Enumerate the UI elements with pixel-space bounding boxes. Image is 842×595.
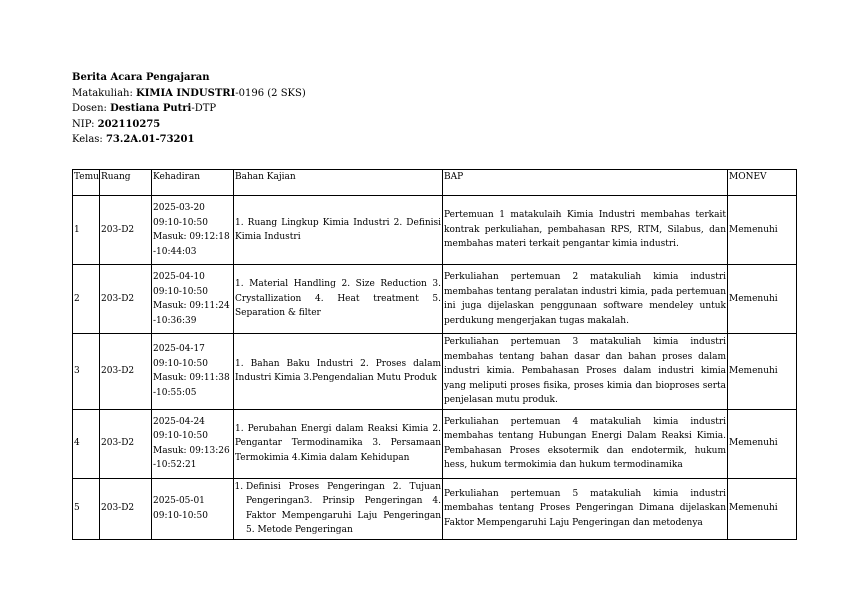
monev-cell: Memenuhi [728,334,797,410]
bahan-kajian-cell: 1. Material Handling 2. Size Reduction 3. Crystallization 4. Heat treatment 5. Separation & filter [234,265,443,334]
monev-cell: Memenuhi [728,196,797,265]
dosen-line: Dosen: Destiana Putri-DTP [72,103,217,114]
ruang-cell: 203-D2 [100,478,152,539]
class-value: 73.2A.01-73201 [105,134,195,145]
bahan-kajian-cell: 1. Ruang Lingkup Kimia Industri 2. Definisi Kimia Industri [234,196,443,265]
bap-cell: Perkuliahan pertemuan 4 matakuliah kimia industri membahas tentang Hubungan Energi Dalam Reaksi Kimia. Pembahasan Proses eksotermik dan endotermik, hukum hess, hukum termokimia dan hukum termodinamika [443,409,728,478]
bap-cell: Perkuliahan pertemuan 2 matakuliah kimia industri membahas tentang peralatan industri kimia, pada pertemuan ini juga dijelaskan penggunaan software mendeley untuk perdukung mengerjakan tugas makalah. [443,265,728,334]
temu-cell: 2 [73,265,100,334]
table-row [73,334,797,410]
bahan-kajian-list [235,480,441,538]
bap-cell: Pertemuan 1 matakulaih Kimia Industri membahas terkait kontrak perkuliahan, pembahasan RPS, RTM, Silabus, dan membahas materi terkait pengantar kimia industri. [443,196,728,265]
document-header [72,70,306,148]
lecturer-name: Destiana Putri [110,103,192,114]
kehadiran-cell: 2025-05-01 09:10-10:50 [152,478,234,539]
temu-cell: 5 [73,478,100,539]
col-header-temu: Temu [73,170,100,196]
ruang-cell: 203-D2 [100,334,152,410]
monev-cell: Memenuhi [728,409,797,478]
attendance-table [72,169,797,540]
table-row [73,409,797,478]
kehadiran-cell: 2025-04-24 09:10-10:50 Masuk: 09:13:26 -10:52:21 [152,409,234,478]
ruang-cell: 203-D2 [100,196,152,265]
ruang-cell: 203-D2 [100,265,152,334]
matakuliah-line: Matakuliah: KIMIA INDUSTRI-0196 (2 SKS) [72,87,306,99]
kehadiran-cell: 2025-03-20 09:10-10:50 Masuk: 09:12:18 -10:44:03 [152,196,234,265]
col-header-ruang: Ruang [100,170,152,196]
nip-line: NIP: 202110275 [72,118,161,130]
monev-cell: Memenuhi [728,265,797,334]
document-title: Berita Acara Pengajaran [72,72,210,83]
kehadiran-cell: 2025-04-17 09:10-10:50 Masuk: 09:11:38 -10:55:05 [152,334,234,410]
table-header-row [73,170,797,196]
course-name: KIMIA INDUSTRI [136,87,236,99]
bahan-kajian-cell: 1. Perubahan Energi dalam Reaksi Kimia 2. Pengantar Termodinamika 3. Persamaan Termokimia 4.Kimia dalam Kehidupan [234,409,443,478]
table-row [73,196,797,265]
nip-value: 202110275 [97,118,161,130]
bahan-kajian-cell [234,478,443,539]
col-header-monev: MONEV [728,170,797,196]
temu-cell: 1 [73,196,100,265]
table-row [73,265,797,334]
temu-cell: 3 [73,334,100,410]
bap-cell: Perkuliahan pertemuan 3 matakuliah kimia industri membahas tentang bahan dasar dan bahan proses dalam industri kimia. Pembahasan Proses dalam industri kimia yang meliputi proses fisika, proses kimia dan bioproses serta penjelasan mutu produk. [443,334,728,410]
monev-cell: Memenuhi [728,478,797,539]
bahan-kajian-cell: 1. Bahan Baku Industri 2. Proses dalam Industri Kimia 3.Pengendalian Mutu Produk [234,334,443,410]
temu-cell: 4 [73,409,100,478]
col-header-bahan-kajian: Bahan Kajian [234,170,443,196]
bap-cell: Perkuliahan pertemuan 5 matakuliah kimia industri membahas tentang Proses Pengeringan Dimana dijelaskan Faktor Mempengaruhi Laju Pengeringan dan metodenya [443,478,728,539]
col-header-bap: BAP [443,170,728,196]
table-row [73,478,797,539]
kehadiran-cell: 2025-04-10 09:10-10:50 Masuk: 09:11:24 -10:36:39 [152,265,234,334]
list-item: 1. Definisi Proses Pengeringan 2. Tujuan Pengeringan3. Prinsip Pengeringan 4. Faktor Mempengaruhi Laju Pengeringan 5. Metode Pengeringan [246,480,441,538]
ruang-cell: 203-D2 [100,409,152,478]
kelas-line: Kelas: 73.2A.01-73201 [72,134,195,145]
col-header-kehadiran: Kehadiran [152,170,234,196]
